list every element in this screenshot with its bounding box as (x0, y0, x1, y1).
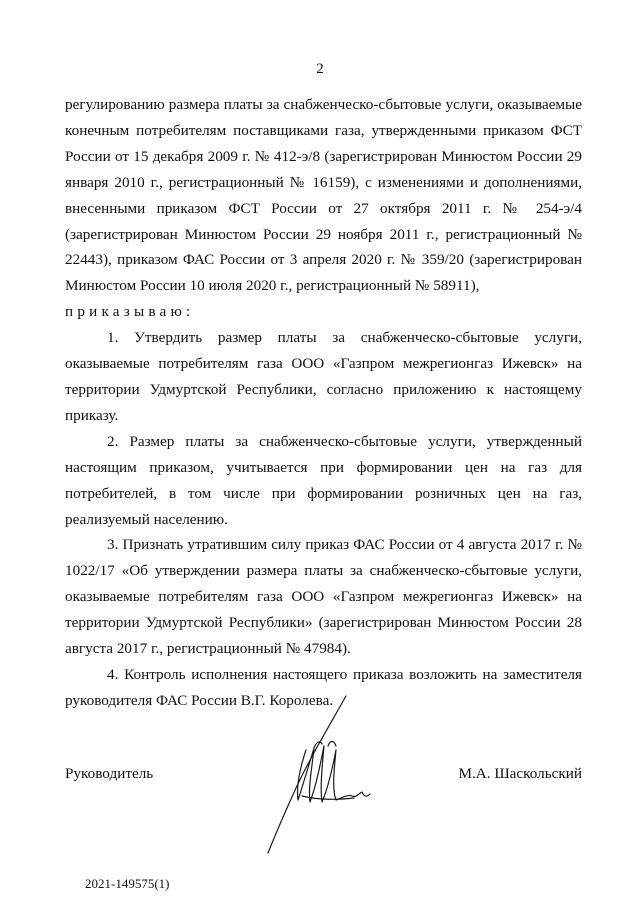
signatory-name: М.А. Шаскольский (458, 765, 582, 782)
order-word: приказываю: (65, 303, 195, 321)
order-item-3: 3. Признать утратившим силу приказ ФАС России от 4 августа 2017 г. № 1022/17 «Об утверждении размера платы за снабженческо-сбытовые услуги, оказываемые потребителям газа ООО «Газпром межрегионгаз Ижевск» на территории Удмуртской Республики» (зарегистрирован Минюстом России 28 августа 2017 г., регистрационный № 47984). (65, 536, 582, 658)
page-number: 2 (316, 61, 324, 77)
document-number: 2021-149575(1) (85, 876, 170, 891)
signatory-position: Руководитель (65, 765, 154, 782)
order-item-2: 2. Размер платы за снабженческо-сбытовые услуги, утвержденный настоящим приказом, учитывается при формировании цен на газ для потребителей, в том числе при формировании розничных цен на газ, реализуемый населению. (65, 432, 582, 528)
handwritten-signature (258, 688, 388, 858)
order-item-4: 4. Контроль исполнения настоящего приказа возложить на заместителя руководителя ФАС России В.Г. Королева. (65, 665, 582, 709)
order-item-1: 1. Утвердить размер платы за снабженческо-сбытовые услуги, оказываемые потребителям газа ООО «Газпром межрегионгаз Ижевск» на территории Удмуртской Республики, согласно приложению к настоящему приказу. (65, 329, 582, 424)
document-body (65, 92, 582, 714)
intro-paragraph: регулированию размера платы за снабженческо-сбытовые услуги, оказываемые конечным потребителям поставщиками газа, утвержденными приказом ФСТ России от 15 декабря 2009 г. № 412-э/8 (зарегистрирован Минюстом России 29 января 2010 г., регистрационный № 16159), с изменениями и дополнениями, внесенными приказом ФСТ России от 27 октября 2011 г. № 254-э/4 (зарегистрирован Минюстом России 29 ноября 2011 г., регистрационный № 22443), приказом ФАС России от 3 апреля 2020 г. № 359/20 (зарегистрирован Минюстом России 10 июля 2020 г., регистрационный № 58911), (65, 96, 582, 295)
